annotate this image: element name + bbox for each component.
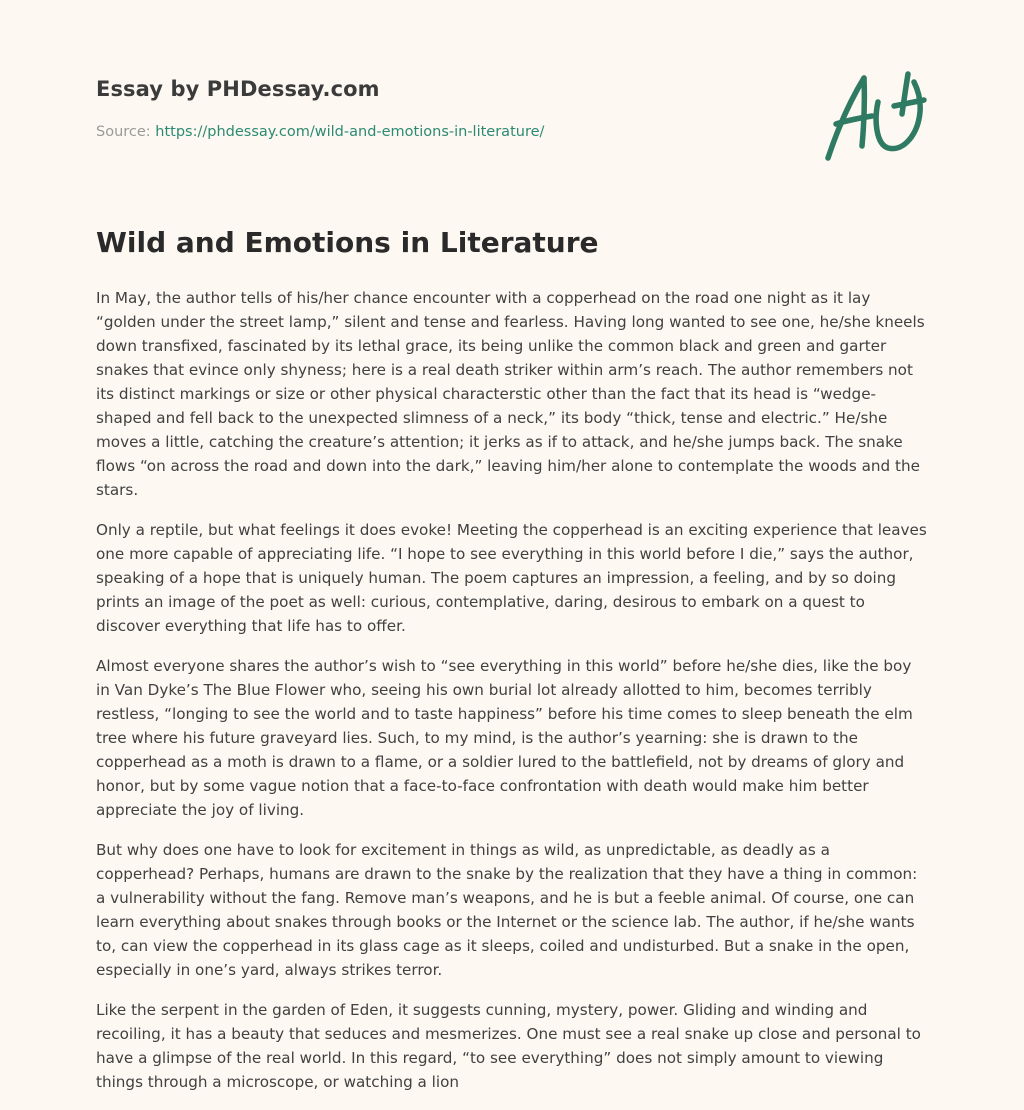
paragraph: Only a reptile, but what feelings it does evoke! Meeting the copperhead is an exciting experience that leaves one more capable of appreciating life. “I hope to see everything in this world before I die,” says the author, speaking of a hope that is uniquely human. The poem captures an impression, a feeling, and by so doing prints an image of the poet as well: curious, contemplative, daring, desirous to embark on a quest to discover everything that life has to offer. — [96, 521, 927, 635]
paragraph: In May, the author tells of his/her chance encounter with a copperhead on the road one night as it lay “golden under the street lamp,” silent and tense and fearless. Having long wanted to see one, he/she kneels down transfixed, fascinated by its lethal grace, its being unlike the common black and green and garter snakes that evince only shyness; here is a real death striker within arm’s reach. The author remembers not its distinct markings or size or other physical characterstic other than the fact that its head is “wedge-shaped and fell back to the unexpected slimness of a neck,” its body “thick, tense and electric.” He/she moves a little, catching the creature’s attention; it jerks as if to attack, and he/she jumps back. The snake flows “on across the road and down into the dark,” leaving him/her alone to contemplate the woods and the stars. — [96, 289, 925, 499]
essay-body — [96, 286, 928, 1110]
source-label: Source: — [96, 124, 156, 140]
source-line — [96, 124, 544, 140]
paragraph: But why does one have to look for excitement in things as wild, as unpredictable, as deadly as a copperhead? Perhaps, humans are drawn to the snake by the realization that they have a thing in common: a vulnerability without the fang. Remove man’s weapons, and he is but a feeble animal. Of course, one can learn everything about snakes through books or the Internet or the science lab. The author, if he/she wants to, can view the copperhead in its glass cage as it sleeps, coiled and undisturbed. But a snake in the open, especially in one’s yard, always strikes terror. — [96, 841, 918, 979]
paragraph: Like the serpent in the garden of Eden, it suggests cunning, mystery, power. Gliding and winding and recoiling, it has a beauty that seduces and mesmerizes. One must see a real snake up close and personal to have a glimpse of the real world. In this regard, “to see everything” does not simply amount to viewing things through a microscope, or watching a lion — [96, 1001, 921, 1091]
paragraph: Almost everyone shares the author’s wish to “see everything in this world” before he/she dies, like the boy in Van Dyke’s The Blue Flower who, seeing his own burial lot already allotted to him, becomes terribly restless, “longing to see the world and to taste happiness” before his time comes to sleep beneath the elm tree where his future graveyard lies. Such, to my mind, is the author’s yearning: she is drawn to the copperhead as a moth is drawn to a flame, or a soldier lured to the battlefield, not by dreams of glory and honor, but by some vague notion that a face-to-face confrontation with death would make him better appreciate the joy of living. — [96, 657, 913, 819]
site-brand: Essay by PHDessay.com — [96, 77, 380, 101]
a-plus-logo-icon — [818, 66, 930, 164]
source-link[interactable]: https://phdessay.com/wild-and-emotions-in-literature/ — [155, 124, 545, 140]
essay-title: Wild and Emotions in Literature — [96, 226, 599, 259]
